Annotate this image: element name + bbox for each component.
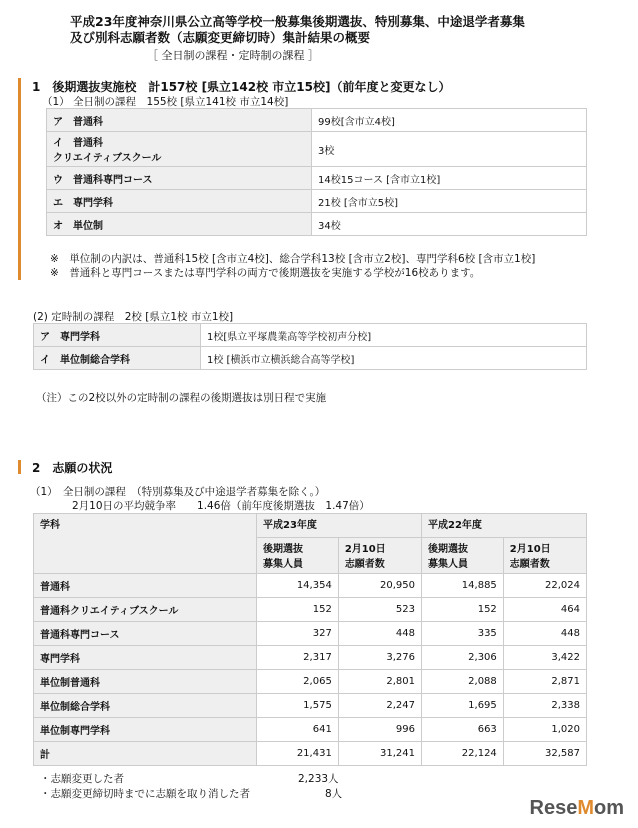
note-3: （注）この2校以外の定時制の課程の後期選抜は別日程で実施 (36, 392, 327, 404)
value-cell: 327 (257, 622, 339, 646)
value-cell: 14,885 (421, 574, 503, 598)
value-cell: 152 (257, 598, 339, 622)
value-cell: 99校[含市立4校] (312, 109, 587, 132)
value-cell: 2,871 (503, 670, 586, 694)
value-cell: 14校15コース [含市立1校] (312, 167, 587, 190)
table-row (34, 742, 587, 766)
competition-rate: 2月10日の平均競争率 1.46倍（前年度後期選抜 1.47倍） (72, 500, 370, 512)
resemom-logo: ReseMom (529, 797, 624, 819)
dept-cell: 普通科専門コース (34, 622, 257, 646)
dept-cell: 普通科クリエイティブスクール (34, 598, 257, 622)
footer-label-1: ・志願変更した者 (40, 773, 124, 785)
section-1-sub: （1） 全日制の課程 155校 [県立141校 市立14校] (42, 96, 289, 108)
value-cell: 464 (503, 598, 586, 622)
value-cell: 523 (338, 598, 421, 622)
section-1-sub2: (2) 定時制の課程 2校 [県立1校 市立1校] (33, 311, 234, 323)
footer-value-1: 2,233人 (298, 773, 339, 785)
table-row (47, 132, 587, 167)
section-bar (18, 460, 21, 474)
label-cell: エ 専門学科 (47, 190, 312, 213)
header-dept: 学科 (34, 514, 257, 574)
value-cell: 3,422 (503, 646, 586, 670)
value-cell: 152 (421, 598, 503, 622)
part-time-table (33, 323, 587, 370)
table-row (47, 213, 587, 236)
note-2: ※ 普通科と専門コースまたは専門学科の両方で後期選抜を実施する学校が16校あります。 (50, 267, 481, 279)
value-cell: 2,065 (257, 670, 339, 694)
label-cell: オ 単位制 (47, 213, 312, 236)
table-row (34, 646, 587, 670)
header-applicants: 2月10日 志願者数 (338, 538, 421, 574)
table-row (34, 574, 587, 598)
table-row (34, 324, 587, 347)
header-h22: 平成22年度 (421, 514, 586, 538)
applications-table (33, 513, 587, 766)
label-cell: ア 専門学科 (34, 324, 201, 347)
value-cell: 335 (421, 622, 503, 646)
label-cell: イ 普通科 クリエイティブスクール (47, 132, 312, 167)
value-cell: 21校 [含市立5校] (312, 190, 587, 213)
label-cell: ア 普通科 (47, 109, 312, 132)
value-cell: 20,950 (338, 574, 421, 598)
value-cell: 21,431 (257, 742, 339, 766)
table-row (34, 347, 587, 370)
note-1: ※ 単位制の内訳は、普通科15校 [含市立4校]、総合学科13校 [含市立2校]、専門学科6校 [含市立1校] (50, 253, 536, 265)
header-quota: 後期選抜 募集人員 (257, 538, 339, 574)
dept-cell: 計 (34, 742, 257, 766)
footer-label-2: ・志願変更締切時までに志願を取り消した者 (40, 788, 250, 800)
table-row (34, 598, 587, 622)
title-line-1: 平成23年度神奈川県公立高等学校一般募集後期選抜、特別募集、中途退学者募集 (70, 14, 525, 29)
schools-table (46, 108, 587, 236)
table-row (47, 190, 587, 213)
header-h23: 平成23年度 (257, 514, 422, 538)
dept-cell: 普通科 (34, 574, 257, 598)
value-cell: 2,306 (421, 646, 503, 670)
value-cell: 996 (338, 718, 421, 742)
value-cell: 3,276 (338, 646, 421, 670)
value-cell: 641 (257, 718, 339, 742)
section-2-sub: （1） 全日制の課程 （特別募集及び中途退学者募集を除く。） (30, 486, 326, 498)
value-cell: 2,247 (338, 694, 421, 718)
value-cell: 1,575 (257, 694, 339, 718)
table-row (34, 670, 587, 694)
dept-cell: 専門学科 (34, 646, 257, 670)
value-cell: 2,088 (421, 670, 503, 694)
header-applicants: 2月10日 志願者数 (503, 538, 586, 574)
value-cell: 448 (503, 622, 586, 646)
value-cell: 22,024 (503, 574, 586, 598)
table-row (34, 694, 587, 718)
footer-value-2: 8人 (325, 788, 343, 800)
subtitle: ［ 全日制の課程・定時制の課程 ］ (147, 49, 319, 62)
value-cell: 14,354 (257, 574, 339, 598)
section-1-heading: 1 後期選抜実施校 計157校 [県立142校 市立15校]（前年度と変更なし） (32, 80, 451, 94)
value-cell: 1,020 (503, 718, 586, 742)
value-cell: 31,241 (338, 742, 421, 766)
value-cell: 2,801 (338, 670, 421, 694)
table-row (34, 622, 587, 646)
dept-cell: 単位制普通科 (34, 670, 257, 694)
table-row (47, 167, 587, 190)
value-cell: 1校[県立平塚農業高等学校初声分校] (201, 324, 587, 347)
value-cell: 663 (421, 718, 503, 742)
table-row (47, 109, 587, 132)
document-title (70, 14, 525, 46)
value-cell: 448 (338, 622, 421, 646)
table-row (34, 718, 587, 742)
value-cell: 2,317 (257, 646, 339, 670)
value-cell: 3校 (312, 132, 587, 167)
section-2-heading: 2 志願の状況 (32, 461, 113, 475)
value-cell: 1,695 (421, 694, 503, 718)
value-cell: 2,338 (503, 694, 586, 718)
section-bar (18, 78, 21, 280)
value-cell: 1校 [横浜市立横浜総合高等学校] (201, 347, 587, 370)
label-cell: ウ 普通科専門コース (47, 167, 312, 190)
value-cell: 32,587 (503, 742, 586, 766)
dept-cell: 単位制総合学科 (34, 694, 257, 718)
value-cell: 22,124 (421, 742, 503, 766)
dept-cell: 単位制専門学科 (34, 718, 257, 742)
label-cell: イ 単位制総合学科 (34, 347, 201, 370)
title-line-2: 及び別科志願者数（志願変更締切時）集計結果の概要 (70, 30, 371, 45)
value-cell: 34校 (312, 213, 587, 236)
header-quota: 後期選抜 募集人員 (421, 538, 503, 574)
